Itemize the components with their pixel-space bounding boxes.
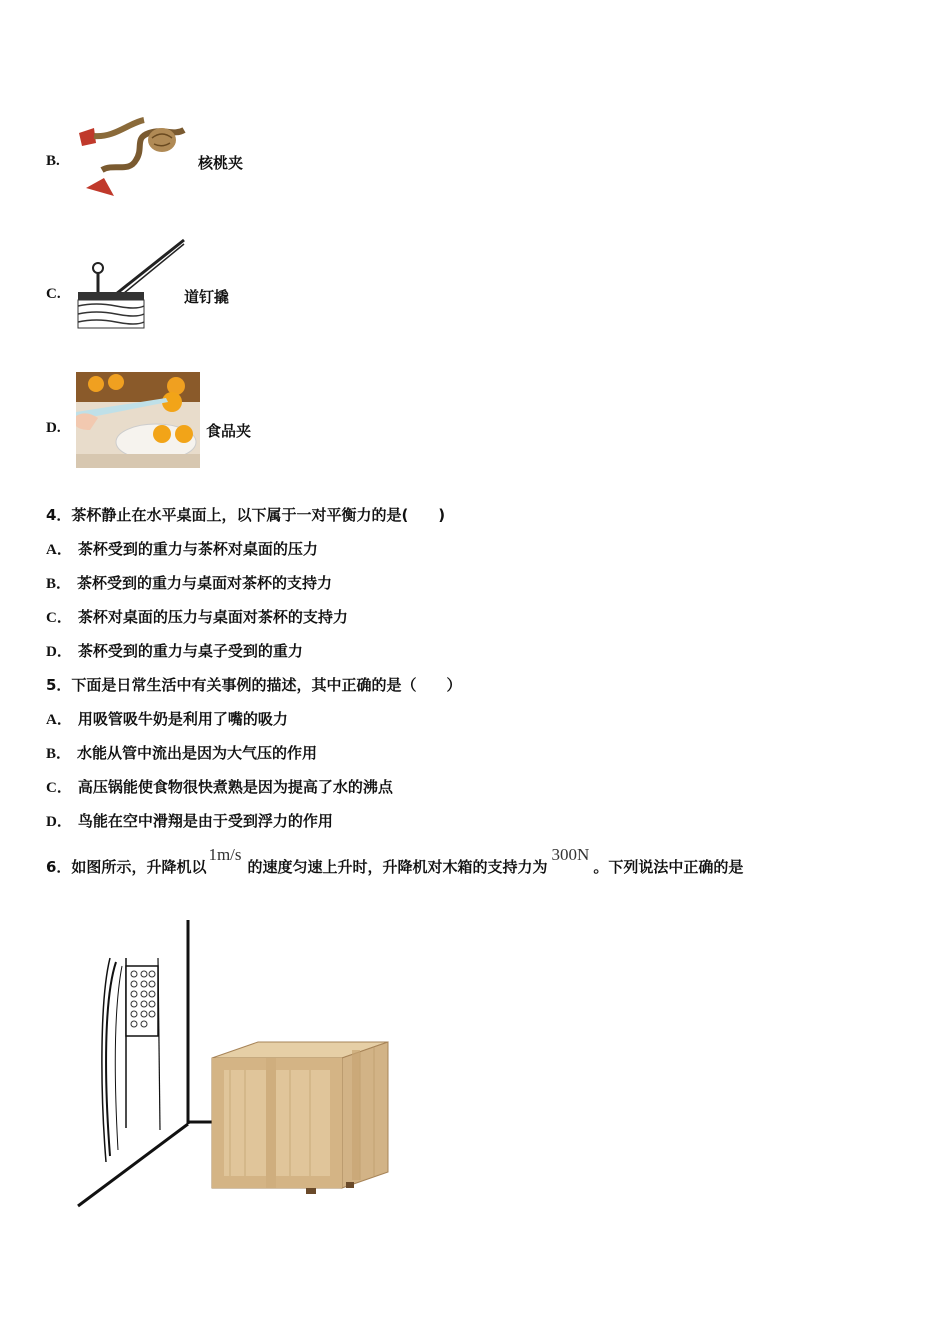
q5-option-c: [46, 776, 393, 797]
option-text: 用吸管吸牛奶是利用了嘴的吸力: [77, 710, 288, 728]
option-text: 鸟能在空中滑翔是由于受到浮力的作用: [77, 812, 333, 830]
q4-option-d: [46, 640, 303, 661]
q5-option-d: [46, 810, 333, 831]
q6-speed-value: 1m/s: [208, 845, 242, 864]
q4-option-a: [46, 538, 318, 559]
option-letter: A．: [46, 712, 72, 728]
option-label: 食品夹: [206, 422, 252, 440]
option-letter: B.: [46, 153, 60, 169]
option-letter: D．: [46, 814, 72, 830]
option-text: 水能从管中流出是因为大气压的作用: [77, 744, 318, 762]
q5-stem: 5．下面是日常生活中有关事例的描述，其中正确的是（ ）: [46, 676, 462, 694]
option-letter: A．: [46, 542, 72, 558]
option-text: 茶杯受到的重力与桌面对茶杯的支持力: [77, 574, 333, 592]
spike-pry-bar-image: [76, 236, 186, 332]
q6-stem: [46, 845, 744, 877]
walnut-cracker-image: [74, 108, 199, 200]
option-text: 高压锅能使食物很快煮熟是因为提高了水的沸点: [77, 778, 393, 796]
food-tongs-image: [76, 372, 200, 468]
elevator-crate-figure: [70, 918, 400, 1210]
option-letter: C．: [46, 610, 72, 626]
q6-text-part3: 。下列说法中正确的是: [593, 858, 744, 876]
option-letter: D.: [46, 420, 61, 436]
q6-text-part2: 的速度匀速上升时，升降机对木箱的支持力为: [247, 858, 548, 876]
option-text: 茶杯受到的重力与茶杯对桌面的压力: [77, 540, 318, 558]
option-letter: D．: [46, 644, 72, 660]
q6-text-part1: 6．如图所示，升降机以: [46, 858, 207, 876]
option-label: 道钉撬: [184, 288, 230, 306]
option-text: 茶杯对桌面的压力与桌面对茶杯的支持力: [77, 608, 348, 626]
q5-option-a: [46, 708, 288, 729]
option-label: 核桃夹: [198, 154, 244, 172]
option-letter: B．: [46, 576, 72, 592]
q6-force-value: 300N: [551, 845, 590, 864]
q5-option-b: [46, 742, 317, 763]
q4-option-b: [46, 572, 332, 593]
option-text: 茶杯受到的重力与桌子受到的重力: [77, 642, 303, 660]
option-letter: B．: [46, 746, 72, 762]
option-letter: C．: [46, 780, 72, 796]
q4-stem: 4．茶杯静止在水平桌面上，以下属于一对平衡力的是( ): [46, 506, 446, 524]
option-letter: C.: [46, 286, 61, 302]
q4-option-c: [46, 606, 348, 627]
